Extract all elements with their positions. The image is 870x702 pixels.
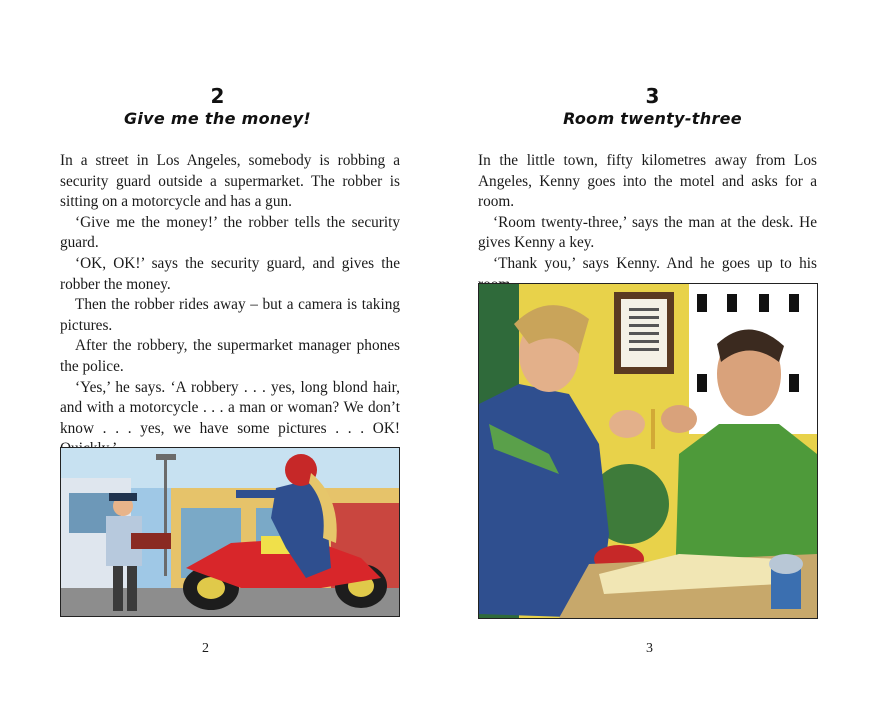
page-number: 3 bbox=[646, 641, 653, 656]
right-page bbox=[435, 0, 870, 702]
paragraph: In a street in Los Angeles, somebody is robbing a security guard outside a supermarket. The robber is sitting on a motorcycle and has a gun. bbox=[60, 152, 400, 211]
paragraph: ‘OK, OK!’ says the security guard, and gives the robber the money. bbox=[60, 254, 400, 293]
motel-desk-illustration bbox=[478, 283, 818, 619]
paragraph: After the robbery, the supermarket manager phones the police. bbox=[60, 337, 400, 375]
page-number: 2 bbox=[202, 641, 209, 656]
chapter-title: Give me the money! bbox=[123, 109, 312, 128]
paragraph: ‘Room twenty-three,’ says the man at the desk. He gives Kenny a key. bbox=[478, 213, 817, 252]
robbery-illustration bbox=[60, 447, 400, 617]
paragraph: ‘Yes,’ he says. ‘A robbery . . . yes, long blond hair, and with a motorcycle . . . a man or woman? We don’t know . . . yes, we have some pictures . . . OK! bbox=[60, 378, 400, 437]
chapter-number: 3 bbox=[645, 84, 660, 108]
paragraph: Then the robber rides away – but a camera is taking pictures. bbox=[60, 296, 400, 334]
chapter-number: 2 bbox=[210, 84, 225, 108]
chapter-body bbox=[60, 151, 400, 460]
paragraph: In the little town, fifty kilometres away from Los Angeles, Kenny goes into the motel and asks for a room. bbox=[478, 152, 817, 211]
paragraph: ‘Thank you,’ says Kenny. And he goes up to his bbox=[493, 254, 817, 272]
chapter-title: Room twenty-three bbox=[563, 109, 742, 128]
paragraph: ‘Give me the money!’ the robber tells the security guard. bbox=[60, 213, 400, 252]
chapter-body bbox=[478, 151, 817, 295]
